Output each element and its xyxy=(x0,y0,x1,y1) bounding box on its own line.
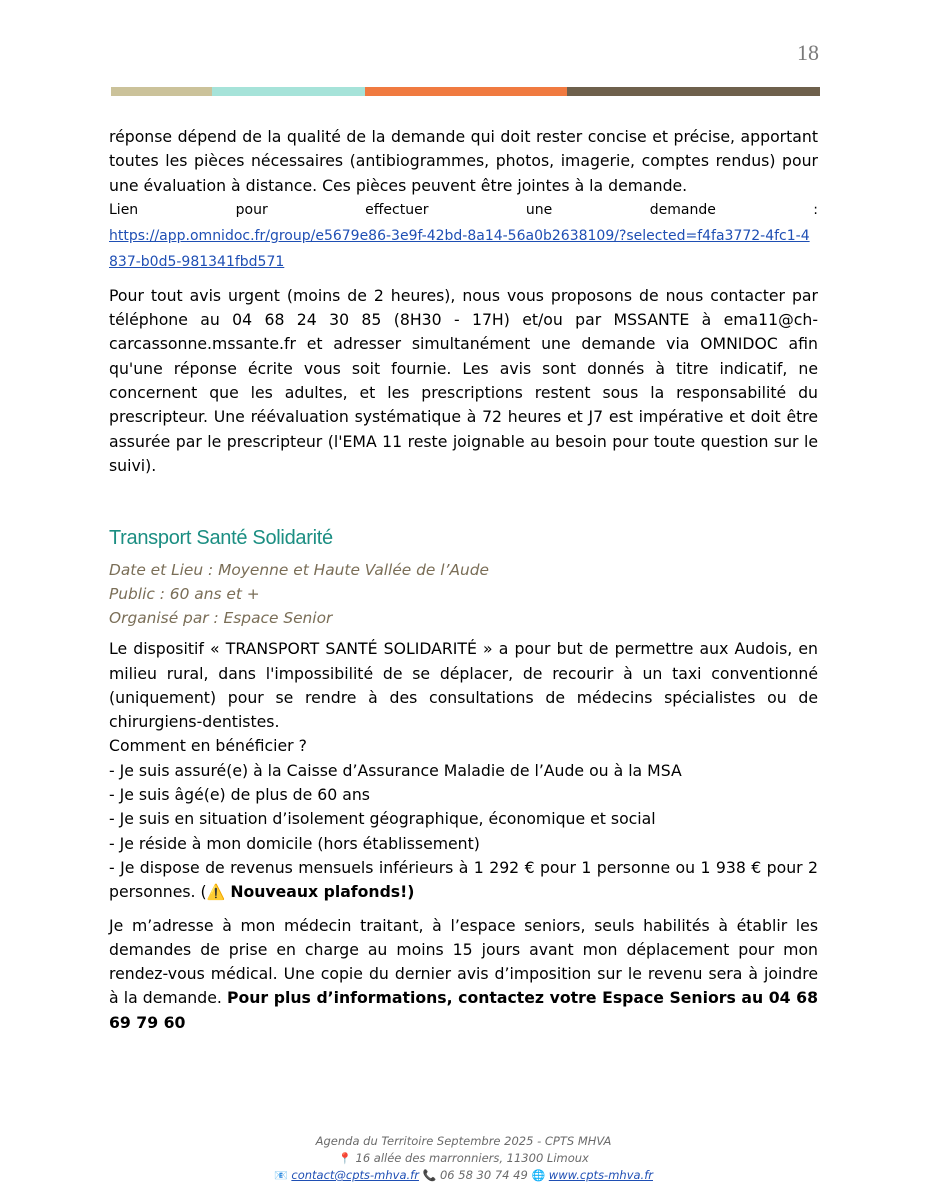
omnidoc-link[interactable]: https://app.omnidoc.fr/group/e5679e86-3e9f-42bd-8a14-56a0b2638109/?selected=f4fa3772-4fc1-4837-b0d5-981341fbd571 xyxy=(109,227,810,270)
criteria-item: - Je réside à mon domicile (hors établissement) xyxy=(109,833,480,853)
color-bar-segment-orange xyxy=(365,87,567,96)
criteria-item: - Je suis assuré(e) à la Caisse d’Assurance Maladie de l’Aude ou à la MSA xyxy=(109,760,682,780)
footer-address: 16 allée des marronniers, 11300 Limoux xyxy=(355,1150,589,1165)
phone-icon: 📞 xyxy=(422,1169,437,1182)
income-paragraph xyxy=(109,856,818,905)
warning-icon: ⚠️ xyxy=(206,883,226,902)
footer-title: Agenda du Territoire Septembre 2025 - CPTS MHVA xyxy=(315,1134,612,1148)
globe-icon: 🌐 xyxy=(531,1169,546,1182)
link-label: Lien pour effectuer une demande : xyxy=(109,201,818,218)
meta-public: Public : 60 ans et + xyxy=(109,585,260,604)
intro-paragraph: réponse dépend de la qualité de la demande qui doit rester concise et précise, apportant toutes les pièces nécessaires (antibiogrammes, photos, imagerie, comptes rendus) pour une évaluation à distance. Ces pièces peuvent être jointes à la demande. xyxy=(109,127,818,195)
header-color-bar xyxy=(111,87,820,96)
main-content xyxy=(109,125,818,1035)
description-paragraph: Le dispositif « TRANSPORT SANTÉ SOLIDARITÉ » a pour but de permettre aux Audois, en milieu rural, dans l'impossibilité de se déplacer, de recourir à un taxi conventionné (uniquement) pour se rendre à des consultations de médecins spécialistes ou de chirurgiens-dentistes. xyxy=(109,639,818,732)
footer-phone: 06 58 30 74 49 xyxy=(439,1168,528,1182)
criteria-list xyxy=(109,759,818,856)
income-text: - Je dispose de revenus mensuels inférieurs à 1 292 € pour 1 personne ou 1 938 € pour 2 personnes. ( xyxy=(109,857,818,902)
new-ceilings-text: Nouveaux plafonds!) xyxy=(230,882,415,902)
meta-date-lieu: Date et Lieu : Moyenne et Haute Vallée de l’Aude xyxy=(109,561,489,580)
closing-bold-contact: Pour plus d’informations, contactez votre Espace Seniors au 04 68 69 79 60 xyxy=(109,988,819,1032)
section-title: Transport Santé Solidarité xyxy=(109,527,333,550)
how-title: Comment en bénéficier ? xyxy=(109,736,307,756)
page-number: 18 xyxy=(797,40,819,65)
section-meta xyxy=(109,558,818,630)
footer-contact-line xyxy=(0,1167,927,1185)
criteria-item: - Je suis âgé(e) de plus de 60 ans xyxy=(109,785,370,805)
color-bar-segment-brown xyxy=(567,87,820,96)
page-footer xyxy=(0,1133,927,1185)
closing-text: Je m’adresse à mon médecin traitant, à l’espace seniors, seuls habilités à établir les demandes de prise en charge au moins 15 jours avant mon déplacement pour mon rendez-vous médical. Une copie du dernier avis d’imposition sur le revenu sera à joindre à la demande. xyxy=(109,915,818,1008)
color-bar-segment-beige xyxy=(111,87,212,96)
mail-icon: 📧 xyxy=(274,1169,288,1182)
footer-address-line xyxy=(0,1150,927,1168)
color-bar-segment-aqua xyxy=(212,87,365,96)
footer-website-link[interactable]: www.cpts-mhva.fr xyxy=(548,1168,653,1182)
footer-email-link[interactable]: contact@cpts-mhva.fr xyxy=(291,1168,419,1182)
closing-paragraph xyxy=(109,914,818,1035)
criteria-item: - Je suis en situation d’isolement géographique, économique et social xyxy=(109,809,656,829)
urgent-paragraph: Pour tout avis urgent (moins de 2 heures), nous vous proposons de nous contacter par téléphone au 04 68 24 30 85 (8H30 - 17H) et/ou par MSSANTE à ema11@ch-carcassonne.mssante.fr et adresser simultanément une demande via OMNIDOC afin qu'une réponse écrite vous soit fournie. Les avis sont donnés à titre indicatif, ne concernent que les adultes, et les prescriptions restent sous la responsabilité du prescripteur. Une réévaluation systématique à 72 heures et J7 est impérative et doit être assurée par le prescripteur (l'EMA 11 reste joignable au besoin pour toute question sur le suivi). xyxy=(109,285,818,475)
pin-icon: 📍 xyxy=(338,1151,352,1165)
meta-organise: Organisé par : Espace Senior xyxy=(109,609,333,628)
